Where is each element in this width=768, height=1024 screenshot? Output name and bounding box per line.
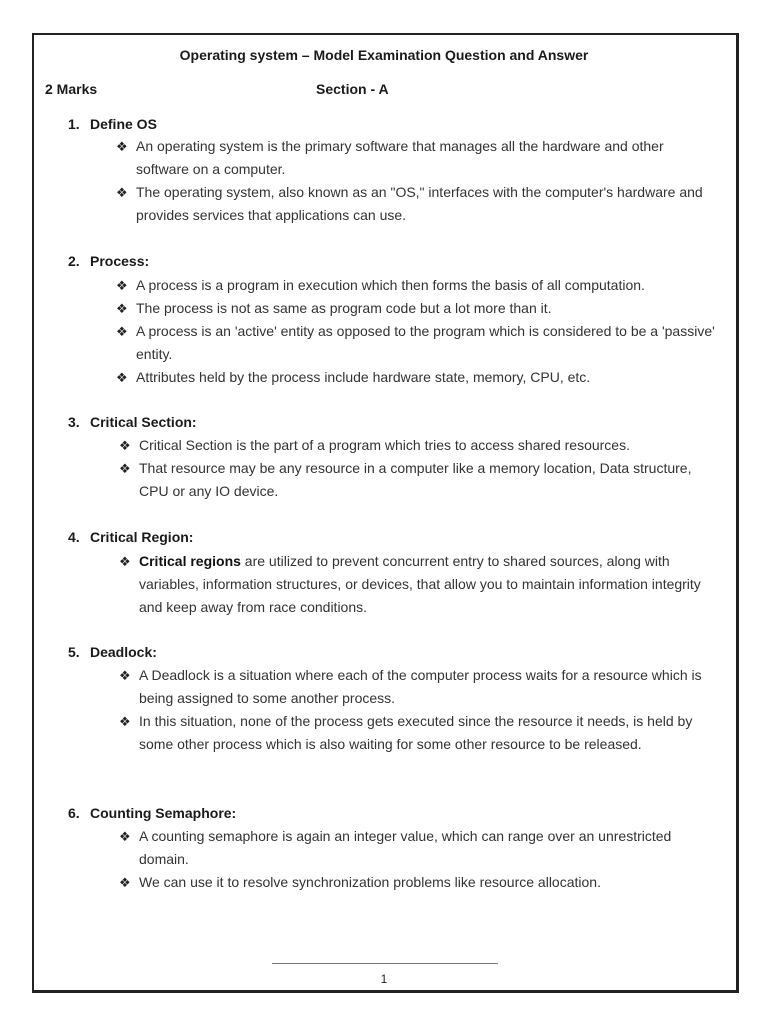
diamond-bullet-icon: ❖ [119, 668, 131, 683]
question-3-heading [68, 414, 197, 430]
question-4-heading [68, 529, 193, 545]
answer-bullet: ❖ A process is a program in execution which then forms the basis of all computation. [136, 274, 728, 297]
bold-term: Critical regions [139, 553, 241, 569]
question-number: 1. [68, 116, 80, 132]
question-6-heading [68, 805, 236, 821]
diamond-bullet-icon: ❖ [116, 301, 128, 316]
question-number: 2. [68, 253, 80, 269]
question-title: Critical Section: [90, 414, 197, 430]
answer-bullet: ❖ Critical regions are utilized to prevent concurrent entry to shared sources, along with variables, information structures, or devices, that allow you to maintain information integrity and keep away from race conditions. [139, 550, 701, 619]
answer-bullet: ❖ Critical Section is the part of a program which tries to access shared resources. [139, 434, 709, 457]
answer-bullet: ❖ Attributes held by the process include hardware state, memory, CPU, etc. [136, 366, 728, 389]
question-number: 4. [68, 529, 80, 545]
document-title: Operating system – Model Examination Question and Answer [179, 47, 589, 63]
section-label: Section - A [316, 81, 389, 97]
answer-bullet: ❖ A counting semaphore is again an integer value, which can range over an unrestricted domain. [139, 825, 679, 871]
question-number: 5. [68, 644, 80, 660]
question-6-answers [119, 825, 679, 894]
question-5-answers [119, 664, 705, 756]
answer-bullet: ❖ The process is not as same as program code but a lot more than it. [136, 297, 728, 320]
answer-bullet: ❖ A process is an 'active' entity as opposed to the program which is considered to be a 'passive' entity. [136, 320, 728, 366]
question-title: Deadlock: [90, 644, 157, 660]
question-number: 3. [68, 414, 80, 430]
marks-label: 2 Marks [45, 81, 98, 97]
diamond-bullet-icon: ❖ [116, 370, 128, 385]
answer-bullet: ❖ A Deadlock is a situation where each of the computer process waits for a resource which is being assigned to some another process. [139, 664, 705, 710]
question-title: Define OS [90, 116, 157, 132]
diamond-bullet-icon: ❖ [119, 829, 131, 844]
question-title: Counting Semaphore: [90, 805, 237, 821]
diamond-bullet-icon: ❖ [119, 714, 131, 729]
diamond-bullet-icon: ❖ [116, 278, 128, 293]
answer-bullet: ❖ The operating system, also known as an "OS," interfaces with the computer's hardware and provides services that applications can use. [136, 181, 704, 227]
answer-bullet: ❖ We can use it to resolve synchronization problems like resource allocation. [139, 871, 679, 894]
question-3-answers [119, 434, 709, 503]
diamond-bullet-icon: ❖ [119, 554, 131, 569]
diamond-bullet-icon: ❖ [116, 324, 128, 339]
question-5-heading [68, 644, 157, 660]
diamond-bullet-icon: ❖ [119, 438, 131, 453]
page-number: 1 [380, 972, 388, 986]
question-title: Critical Region: [90, 529, 194, 545]
question-2-heading [68, 253, 149, 269]
footer-divider [272, 963, 498, 964]
question-4-answers [119, 550, 701, 619]
diamond-bullet-icon: ❖ [116, 139, 128, 154]
diamond-bullet-icon: ❖ [119, 461, 131, 476]
answer-bullet: ❖ In this situation, none of the process gets executed since the resource it needs, is held by some other process which is also waiting for some other resource to be released. [139, 710, 705, 756]
answer-bullet: ❖ An operating system is the primary software that manages all the hardware and other software on a computer. [136, 135, 704, 181]
question-1-heading [68, 116, 157, 132]
question-1-answers [116, 135, 704, 227]
diamond-bullet-icon: ❖ [119, 875, 131, 890]
question-number: 6. [68, 805, 80, 821]
answer-bullet: ❖ That resource may be any resource in a computer like a memory location, Data structure, CPU or any IO device. [139, 457, 709, 503]
question-title: Process: [90, 253, 150, 269]
question-2-answers [116, 274, 728, 389]
diamond-bullet-icon: ❖ [116, 185, 128, 200]
